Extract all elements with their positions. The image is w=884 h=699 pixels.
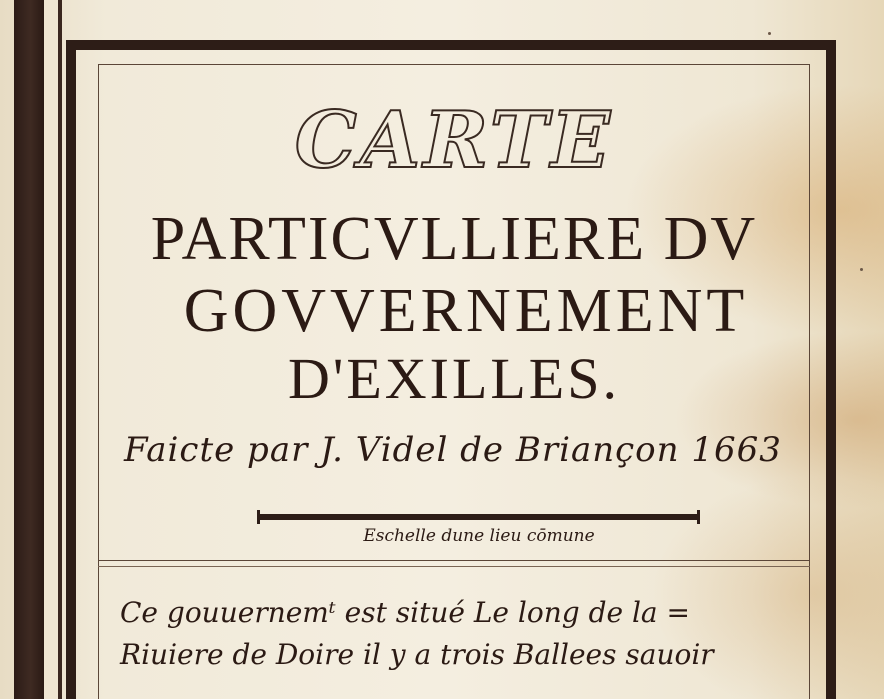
title-carte: CARTE [294, 95, 614, 186]
scale-label: Eschelle dune lieu cōmune [363, 526, 595, 546]
title-block [100, 90, 808, 411]
section-divider [98, 560, 810, 561]
title-line-gouvernement: GOVVERNEMENT [183, 277, 749, 345]
scale-bar-right-tick [697, 510, 700, 524]
title-line-particulliere: PARTICVLLIERE DV [150, 205, 758, 273]
paper-speck [860, 268, 863, 271]
section-divider-secondary [98, 566, 810, 567]
left-border-gap [44, 0, 58, 699]
description-line-1: Ce gouuernemᵗ est situé Le long de la = [120, 596, 690, 629]
description-line-2: Riuiere de Doire il y a trois Ballees sauoir [120, 638, 714, 671]
paper-speck [768, 32, 771, 35]
title-line-exilles: D'EXILLES. [287, 346, 620, 411]
author-line: Faicte par J. Videl de Briançon 1663 [124, 430, 782, 470]
left-border-band [14, 0, 44, 699]
left-border-line [58, 0, 62, 699]
description-text [120, 592, 800, 676]
scale-bar [258, 514, 700, 520]
